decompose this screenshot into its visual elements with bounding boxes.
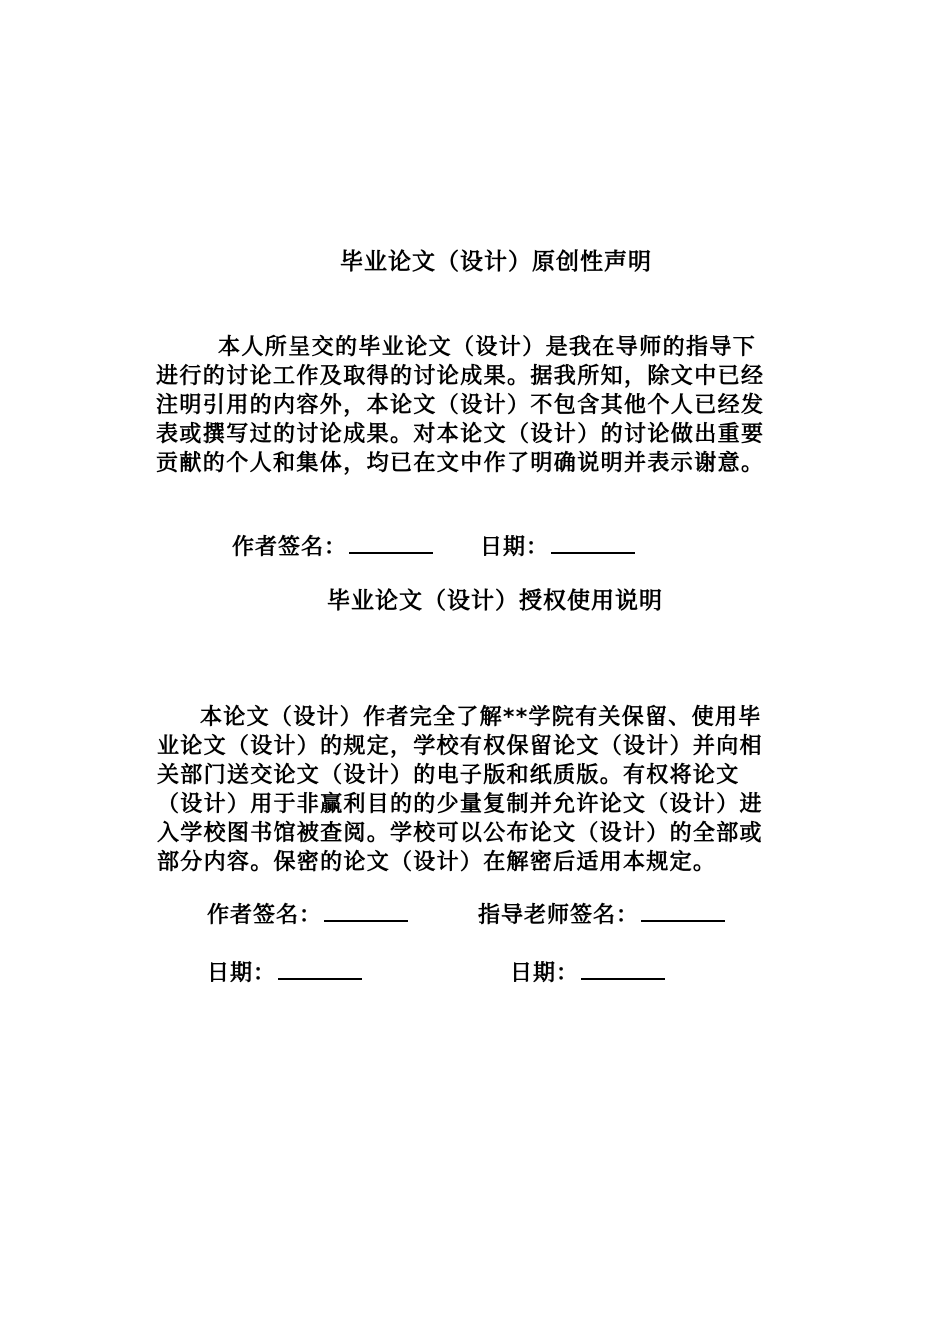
author-signature-blank[interactable] [324, 902, 408, 922]
authorization-author-signature [207, 898, 408, 929]
body-line: 本论文（设计）作者完全了解**学院有关保留、使用毕 [200, 705, 762, 730]
body-line: （设计）用于非赢利目的的少量复制并允许论文（设计）进 [157, 792, 763, 817]
originality-date [480, 530, 635, 561]
authorization-statement-title: 毕业论文（设计）授权使用说明 [327, 588, 663, 614]
date-blank[interactable] [551, 534, 635, 554]
date-blank[interactable] [278, 960, 362, 980]
authorization-author-date [207, 956, 362, 987]
authorization-advisor-date [510, 956, 665, 987]
body-line: 表或撰写过的讨论成果。对本论文（设计）的讨论做出重要 [156, 422, 765, 447]
author-signature-label: 作者签名： [207, 903, 323, 928]
body-line: 注明引用的内容外，本论文（设计）不包含其他个人已经发 [156, 393, 765, 418]
date-blank[interactable] [581, 960, 665, 980]
advisor-signature-label: 指导老师签名： [478, 903, 640, 928]
body-line: 关部门送交论文（设计）的电子版和纸质版。有权将论文 [157, 763, 740, 788]
advisor-signature-blank[interactable] [641, 902, 725, 922]
body-line: 业论文（设计）的规定，学校有权保留论文（设计）并向相 [157, 734, 763, 759]
author-signature-label: 作者签名： [232, 535, 348, 560]
date-label: 日期： [207, 961, 277, 986]
author-signature-blank[interactable] [349, 534, 433, 554]
originality-author-signature [232, 530, 433, 561]
body-line: 本人所呈交的毕业论文（设计）是我在导师的指导下 [218, 335, 757, 360]
body-line: 进行的讨论工作及取得的讨论成果。据我所知，除文中已经 [156, 364, 765, 389]
date-label: 日期： [480, 535, 550, 560]
date-label: 日期： [510, 961, 580, 986]
authorization-advisor-signature [478, 898, 725, 929]
originality-declaration-title: 毕业论文（设计）原创性声明 [340, 249, 652, 275]
body-line: 入学校图书馆被查阅。学校可以公布论文（设计）的全部或 [157, 821, 763, 846]
body-line: 贡献的个人和集体，均已在文中作了明确说明并表示谢意。 [156, 451, 765, 476]
body-line: 部分内容。保密的论文（设计）在解密后适用本规定。 [157, 850, 717, 875]
